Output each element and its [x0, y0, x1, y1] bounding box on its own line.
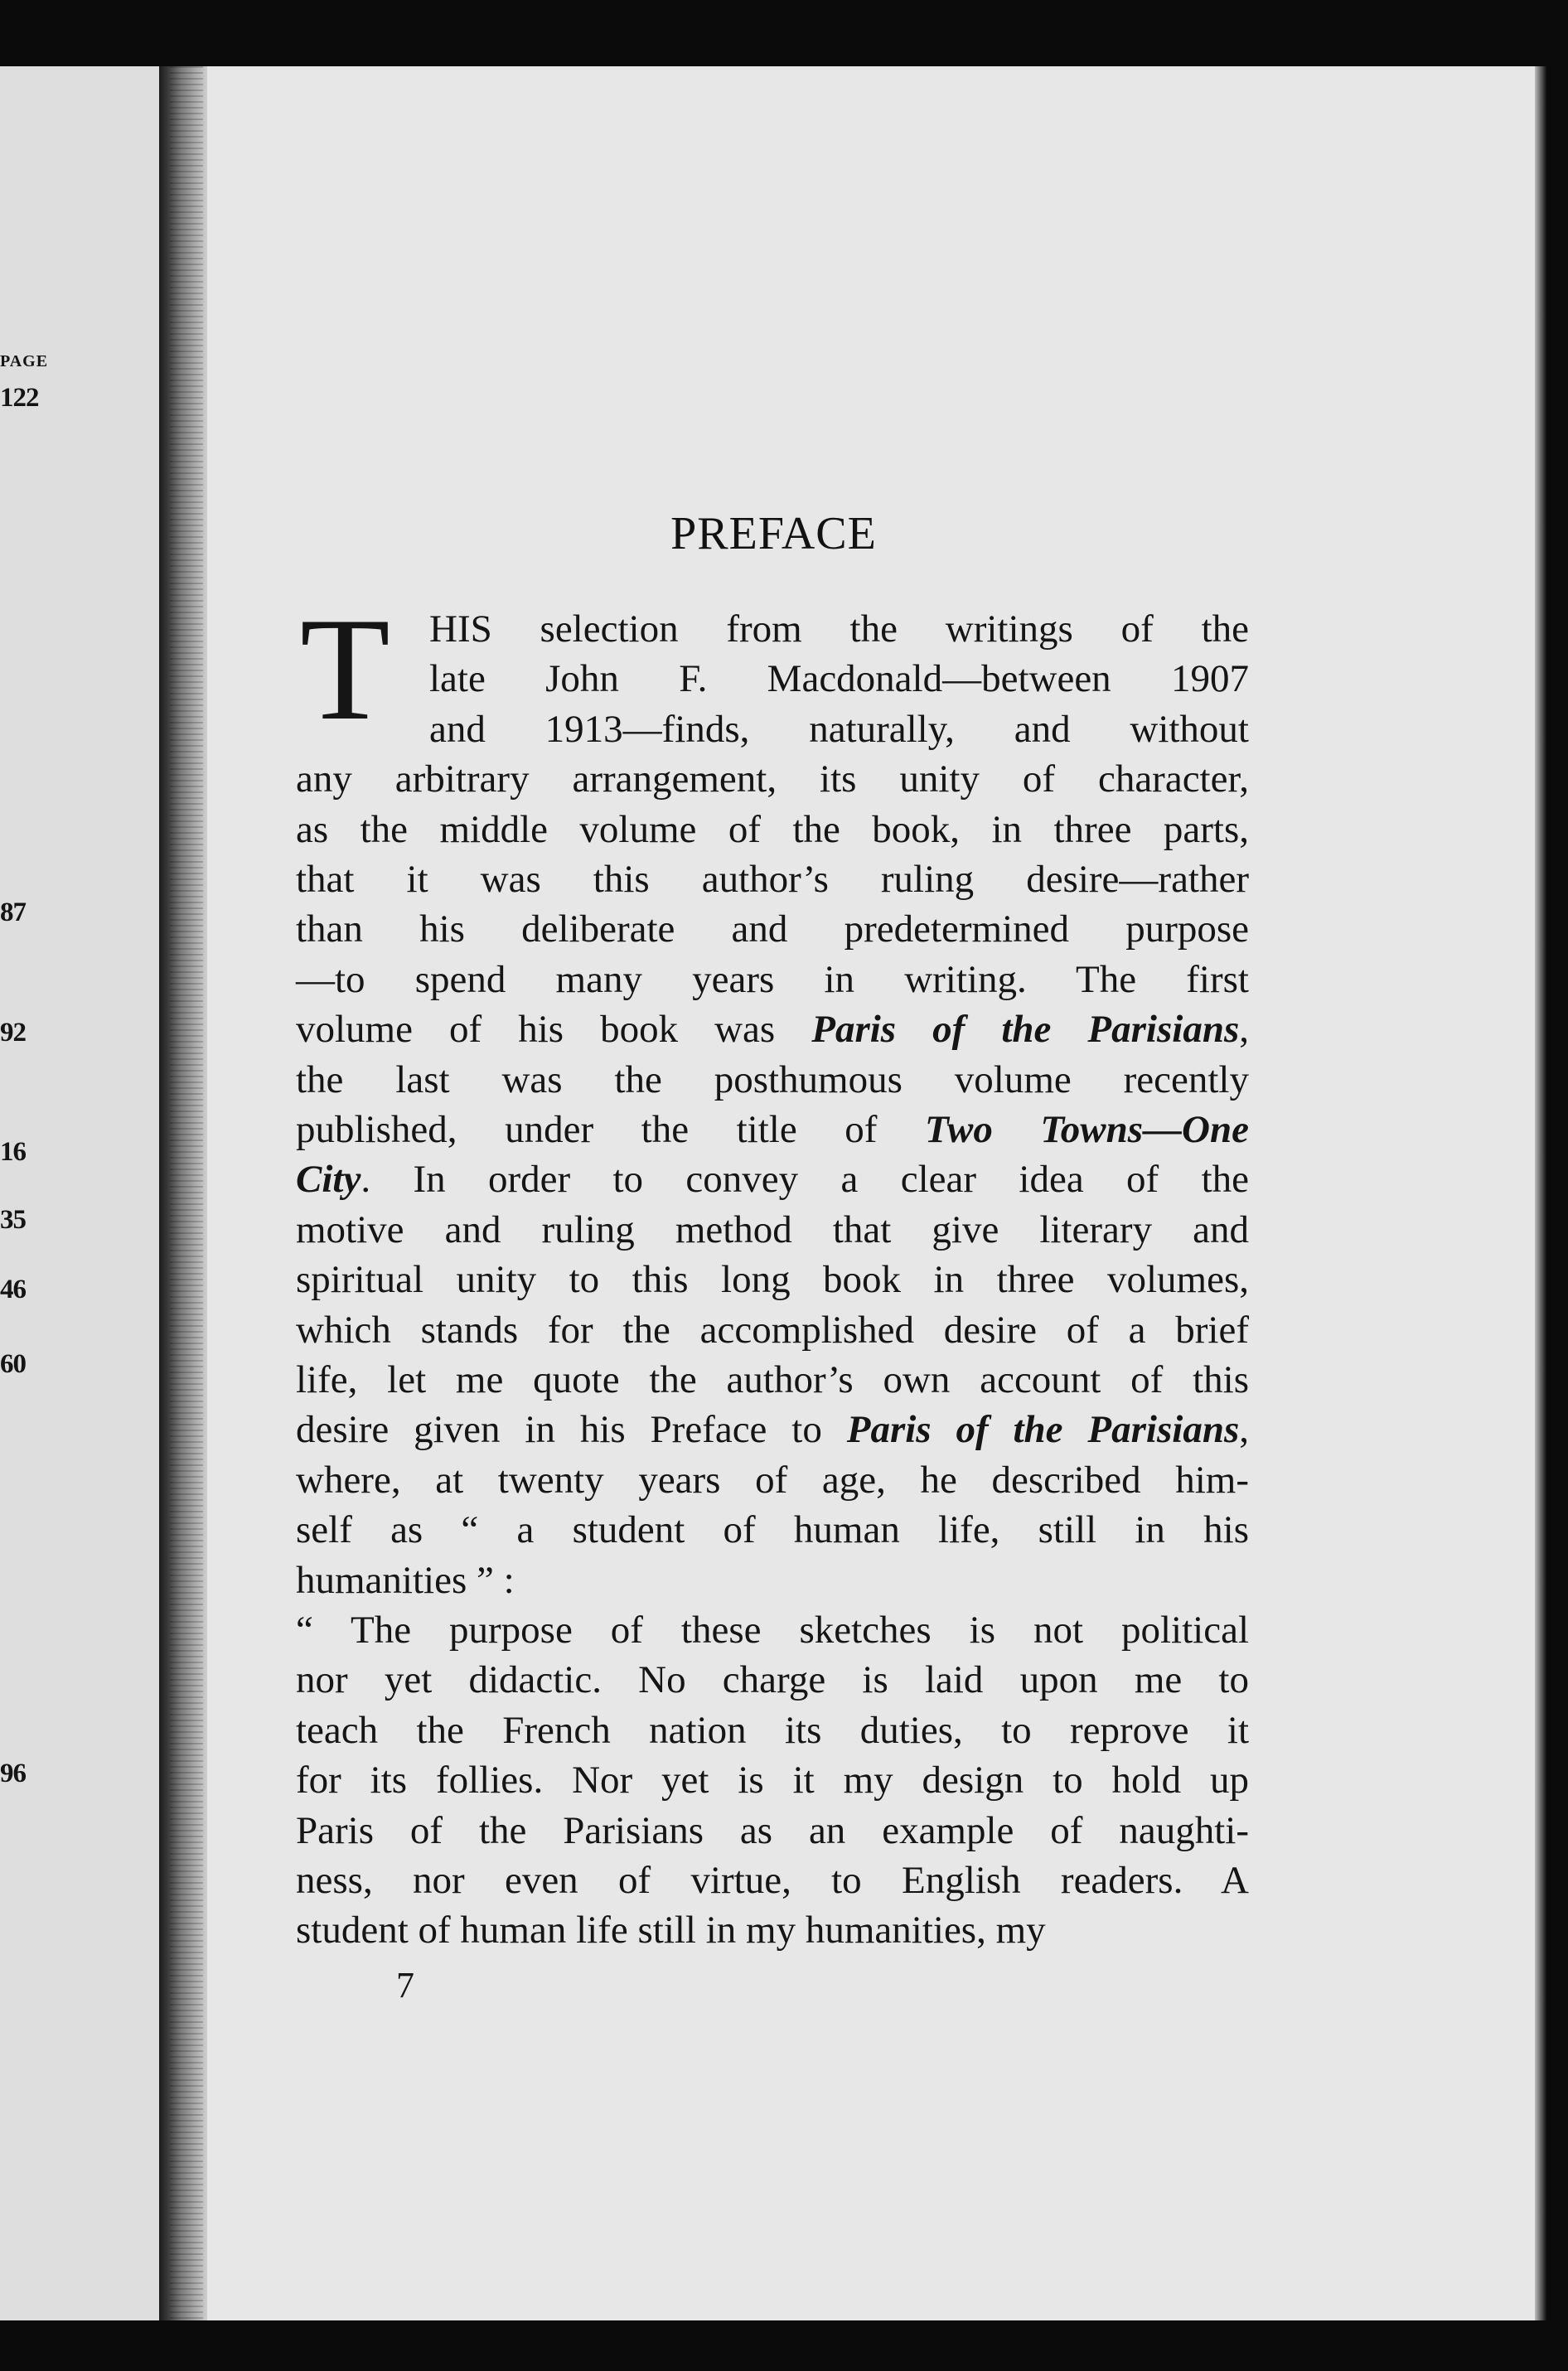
page-edge-shadow: [1535, 66, 1546, 2320]
text-line: [296, 956, 1249, 1004]
text-run: that it was this author’s ruling desire—rather: [296, 858, 1249, 901]
text-line: [296, 1756, 1249, 1804]
italic-title: City: [296, 1158, 361, 1201]
text-run: student of human life still in my humanities, my: [296, 1909, 1046, 1952]
text-run: for its follies. Nor yet is it my design to hold up: [296, 1759, 1249, 1802]
italic-title: Two Towns—One: [925, 1108, 1249, 1151]
text-run: life, let me quote the author’s own account of this: [296, 1358, 1249, 1401]
text-run: “ The purpose of these sketches is not political: [296, 1609, 1249, 1652]
text-run: published, under the title of: [296, 1108, 925, 1151]
text-line: [296, 905, 1249, 953]
text-line: [296, 1155, 1249, 1203]
text-line: [429, 705, 1249, 753]
text-run: ness, nor even of virtue, to English readers. A: [296, 1859, 1249, 1902]
text-run: humanities ” :: [296, 1559, 515, 1602]
previous-page-number: 96: [0, 1759, 26, 1788]
text-line: [296, 1106, 1249, 1154]
text-run: as the middle volume of the book, in three parts,: [296, 808, 1249, 851]
text-line: [296, 1906, 1249, 1954]
previous-page-number: 16: [0, 1137, 26, 1167]
text-line: [296, 1456, 1249, 1504]
text-run: ,: [1239, 1008, 1249, 1051]
text-run: Paris of the Parisians as an example of naughti-: [296, 1809, 1249, 1852]
previous-page-number: 35: [0, 1205, 26, 1235]
text-line: [296, 1706, 1249, 1754]
text-line: [296, 1856, 1249, 1904]
text-run: which stands for the accomplished desire of a brief: [296, 1309, 1249, 1352]
previous-page-number: 60: [0, 1349, 26, 1379]
text-run: late John F. Macdonald—between 1907: [429, 657, 1249, 700]
text-line: [429, 605, 1249, 653]
drop-cap: T: [300, 587, 390, 751]
text-run: —to spend many years in writing. The first: [296, 958, 1249, 1001]
text-run: and 1913—finds, naturally, and without: [429, 708, 1249, 751]
text-line: [296, 1356, 1249, 1404]
text-run: spiritual unity to this long book in three volumes,: [296, 1258, 1249, 1301]
previous-page-number: 46: [0, 1275, 26, 1304]
text-run: motive and ruling method that give literary and: [296, 1208, 1249, 1251]
text-line: [296, 806, 1249, 854]
previous-page-number: 87: [0, 898, 26, 927]
text-line: [296, 855, 1249, 903]
text-line: [296, 1506, 1249, 1554]
book-gutter-texture: [170, 66, 203, 2320]
previous-page-label: PAGE: [0, 352, 49, 370]
text-line: [296, 1306, 1249, 1354]
text-line: [296, 1807, 1249, 1855]
text-line: [429, 655, 1249, 703]
previous-page-number: 92: [0, 1018, 26, 1048]
text-run: . In order to convey a clear idea of the: [361, 1158, 1249, 1201]
text-run: volume of his book was: [296, 1008, 812, 1051]
text-line: [296, 1656, 1249, 1704]
text-run: nor yet didactic. No charge is laid upon me to: [296, 1658, 1249, 1701]
text-line: [296, 1056, 1249, 1104]
text-line: [296, 1406, 1249, 1454]
text-run: where, at twenty years of age, he described him-: [296, 1459, 1249, 1502]
page-number: 7: [396, 1965, 414, 2006]
text-run: self as “ a student of human life, still in his: [296, 1508, 1249, 1551]
text-line: [296, 755, 1249, 803]
text-line: [296, 1005, 1249, 1053]
text-line: [296, 1606, 1249, 1654]
text-run: than his deliberate and predetermined purpose: [296, 907, 1249, 951]
italic-title: Paris of the Parisians: [846, 1408, 1240, 1451]
text-run: teach the French nation its duties, to reprove it: [296, 1709, 1249, 1752]
text-run: the last was the posthumous volume recently: [296, 1058, 1249, 1101]
text-run: HIS selection from the writings of the: [429, 607, 1249, 651]
text-line: [296, 1206, 1249, 1254]
italic-title: Paris of the Parisians: [811, 1008, 1240, 1051]
text-run: ,: [1239, 1408, 1249, 1451]
text-run: desire given in his Preface to: [296, 1408, 847, 1451]
text-run: any arbitrary arrangement, its unity of character,: [296, 757, 1249, 801]
previous-page-number: 122: [0, 383, 39, 413]
text-line: [296, 1256, 1249, 1304]
page-title: PREFACE: [670, 508, 877, 559]
text-line: [296, 1556, 1249, 1604]
